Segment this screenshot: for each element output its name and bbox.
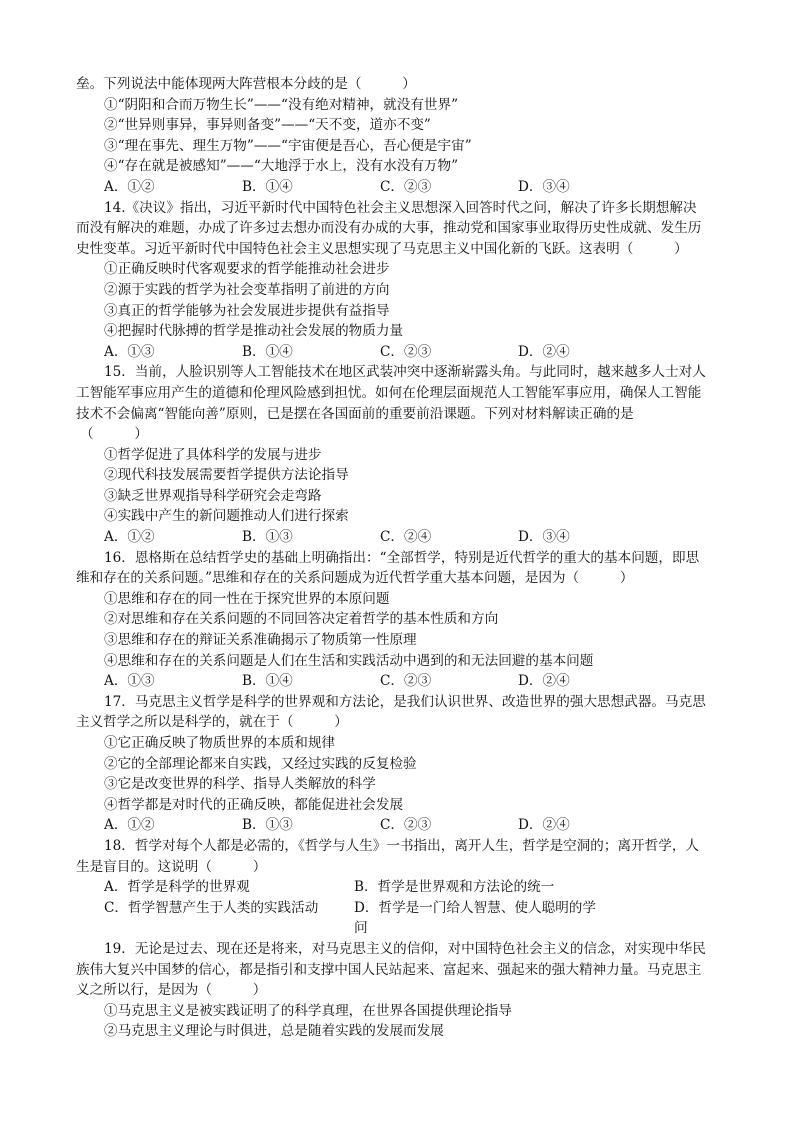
q13-stem: 垒。下列说法中能体现两大阵营根本分歧的是（ ）: [76, 76, 416, 92]
q13-item: ③“理在事先、理生万物”——“宇宙便是吾心，吾心便是宇宙”: [104, 137, 472, 154]
exam-page: [76, 74, 726, 1042]
q17-options: [76, 815, 726, 836]
q15-item: ①哲学促进了具体科学的发展与进步: [104, 446, 322, 463]
q16-item: ③思维和存在的辩证关系准确揭示了物质第一性原理: [104, 632, 417, 649]
q18-stem-line: 生是盲目的。这说明（ ）: [76, 858, 267, 875]
q15-option-c[interactable]: C．②④: [380, 529, 432, 546]
q14-option-b[interactable]: B．①④: [242, 343, 293, 360]
q15-stem-line: 技术不会偏离“智能向善”原则，已是摆在各国面前的重要前沿课题。下列对材料解读正确的是: [76, 405, 634, 422]
q17-option-b[interactable]: B．①③: [242, 817, 293, 834]
q18-option-c[interactable]: C．哲学智慧产生于人类的实践活动: [104, 899, 319, 916]
q13-item: ②“世异则事异，事异则备变”——“天不变，道亦不变”: [104, 117, 431, 134]
q19-stem-line: 义之所以行，是因为（ ）: [76, 982, 267, 999]
q14-options: [76, 342, 726, 363]
q15-item: ②现代科技发展需要哲学提供方法论指导: [104, 467, 349, 484]
q15-option-a[interactable]: A．①②: [104, 529, 155, 546]
q18-stem-line: 18．哲学对每个人都是必需的，《哲学与人生》一书指出，离开人生，哲学是空洞的；离开哲学，人: [104, 837, 700, 854]
q15-option-b[interactable]: B．①③: [242, 529, 293, 546]
q15-option-d[interactable]: D．③④: [518, 529, 570, 546]
q17-item: ③它是改变世界的科学、指导人类解放的科学: [104, 776, 376, 793]
q17-stem-line: 主义哲学之所以是科学的，就在于（ ）: [76, 714, 348, 731]
q14-item: ②源于实践的哲学为社会变革指明了前进的方向: [104, 281, 390, 298]
q13-option-d[interactable]: D．③④: [518, 178, 570, 195]
q18-options-row2: [76, 898, 726, 939]
q13-option-a[interactable]: A．①②: [104, 178, 155, 195]
q17-option-d[interactable]: D．②④: [518, 817, 570, 834]
q16-option-a[interactable]: A．①③: [104, 673, 155, 690]
q17-stem-line: 17．马克思主义哲学是科学的世界观和方法论，是我们认识世界、改造世界的强大思想武器。马克思: [104, 693, 706, 710]
q13-item: ①“阴阳和合而万物生长”——“没有绝对精神，就没有世界”: [104, 96, 459, 113]
q16-option-c[interactable]: C．②③: [380, 673, 432, 690]
q16-options: [76, 671, 726, 692]
q14-stem-line: 14.《决议》指出，习近平新时代中国特色社会主义思想深入回答时代之问，解决了许多长期想解决: [104, 199, 697, 216]
q14-item: ④把握时代脉搏的哲学是推动社会发展的物质力量: [104, 323, 404, 340]
q15-stem-line: 15．当前，人脸识别等人工智能技术在地区武装冲突中逐渐崭露头角。与此同时，越来越多人士对人: [104, 364, 706, 381]
q13-option-b[interactable]: B．①④: [242, 178, 293, 195]
q16-stem-line: 维和存在的关系问题。”思维和存在的关系问题成为近代哲学重大基本问题，是因为（ ）: [76, 570, 634, 587]
q14-item: ③真正的哲学能够为社会发展进步提供有益指导: [104, 302, 390, 319]
q17-option-c[interactable]: C．②③: [380, 817, 432, 834]
q13-item: ④“存在就是被感知”——“大地浮于水上，没有水没有万物”: [104, 158, 459, 175]
q15-stem-line: （ ）: [80, 426, 148, 443]
q14-stem-line: 而没有解决的难题，办成了许多过去想办而没有办成的大事，推动党和国家事业取得历史性成就、发生历: [76, 220, 702, 237]
q19-stem-line: 19．无论是过去、现在还是将来，对马克思主义的信仰，对中国特色社会主义的信念，对实现中华民: [104, 940, 706, 957]
q16-stem-line: 16．恩格斯在总结哲学史的基础上明确指出：“全部哲学，特别是近代哲学的重大的基本问题，即思: [104, 549, 700, 566]
q14-stem-line: 史性变革。习近平新时代中国特色社会主义思想实现了马克思主义中国化新的飞跃。这表明（ ）: [76, 240, 688, 257]
q13-options: [76, 177, 726, 198]
q18-option-b[interactable]: B．哲学是世界观和方法论的统一: [354, 879, 555, 896]
q13-option-c[interactable]: C．②③: [380, 178, 432, 195]
q16-item: ①思维和存在的同一性在于探究世界的本原问题: [104, 590, 390, 607]
q15-item: ③缺乏世界观指导科学研究会走弯路: [104, 487, 322, 504]
q17-item: ①它正确反映了物质世界的本质和规律: [104, 735, 336, 751]
q18-options-row1: [76, 877, 726, 898]
q15-options: [76, 527, 726, 548]
q19-item: ①马克思主义是被实践证明了的科学真理，在世界各国提供理论指导: [104, 1002, 512, 1019]
q14-option-a[interactable]: A．①③: [104, 343, 155, 360]
q14-item: ①正确反映时代客观要求的哲学能推动社会进步: [104, 261, 390, 278]
q16-item: ②对思维和存在关系问题的不同回答决定着哲学的基本性质和方向: [104, 611, 499, 628]
q15-item: ④实践中产生的新问题推动人们进行探索: [104, 508, 349, 525]
q19-item: ②马克思主义理论与时俱进，总是随着实践的发展而发展: [104, 1023, 444, 1040]
q14-option-d[interactable]: D．②④: [518, 343, 570, 360]
q18-option-d[interactable]: D．哲学是一门给人智慧、使人聪明的学问: [354, 899, 596, 937]
q16-option-b[interactable]: B．①④: [242, 673, 293, 690]
q17-item: ②它的全部理论都来自实践，又经过实践的反复检验: [104, 755, 417, 772]
q18-option-a[interactable]: A．哲学是科学的世界观: [104, 879, 250, 896]
q16-item: ④思维和存在的关系问题是人们在生活和实践活动中遇到的和无法回避的基本问题: [104, 652, 594, 669]
q15-stem-line: 工智能军事应用产生的道德和伦理风险感到担忧。如何在伦理层面规范人工智能军事应用，确保人工智能: [76, 384, 702, 401]
q19-stem-line: 族伟大复兴中国梦的信心，都是指引和支撑中国人民站起来、富起来、强起来的强大精神力量。马克思主: [76, 961, 702, 978]
q17-item: ④哲学都是对时代的正确反映，都能促进社会发展: [104, 796, 404, 813]
q17-option-a[interactable]: A．①②: [104, 817, 155, 834]
q14-option-c[interactable]: C．②③: [380, 343, 432, 360]
q16-option-d[interactable]: D．②④: [518, 673, 570, 690]
